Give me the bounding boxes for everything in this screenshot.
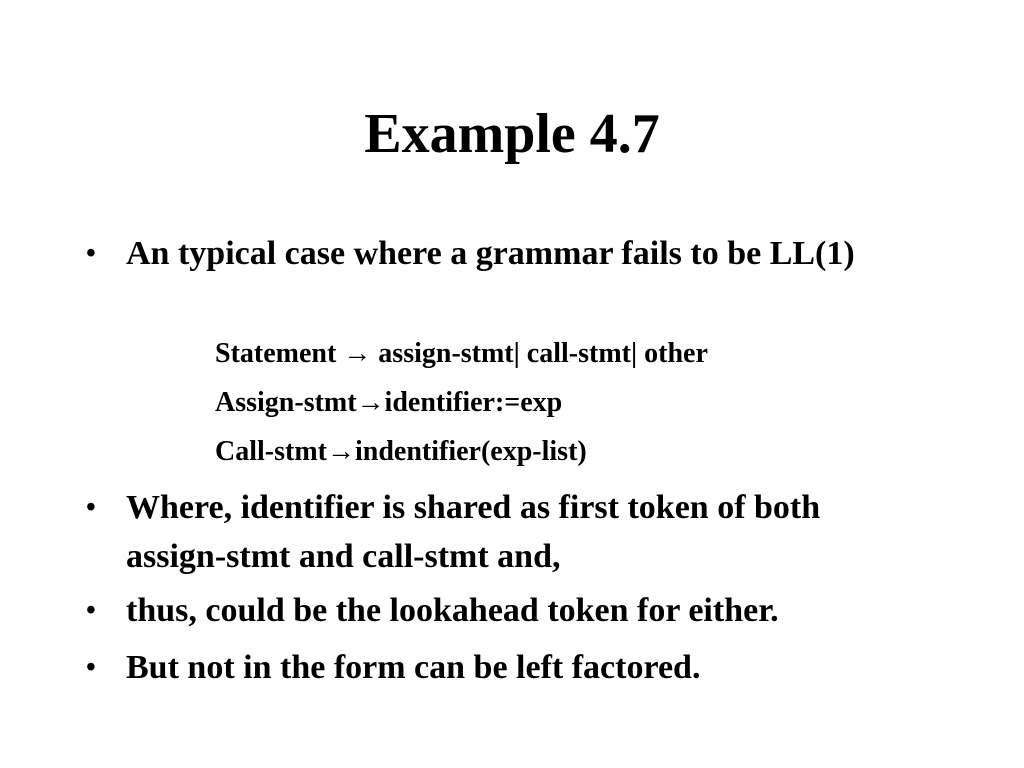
bullet-item	[86, 586, 926, 635]
grammar-rule-assign-stmt: Assign-stmt→identifier:=exp	[215, 387, 563, 418]
grammar-rule-statement: Statement → assign-stmt| call-stmt| other	[215, 338, 708, 369]
bullet-item	[86, 643, 926, 692]
bullet-item	[86, 483, 926, 581]
bullet-icon: •	[86, 492, 96, 523]
bullet-item	[86, 229, 926, 278]
grammar-rule-call-stmt: Call-stmt→indentifier(exp-list)	[215, 436, 587, 467]
bullet-icon: •	[86, 595, 96, 626]
bullet-text: But not in the form can be left factored.	[126, 649, 701, 686]
bullet-text: An typical case where a grammar fails to be LL(1)	[126, 235, 855, 272]
bullet-icon: •	[86, 238, 96, 269]
slide-title: Example 4.7	[364, 103, 660, 165]
bullet-text: Where, identifier is shared as first token of both assign-stmt and call-stmt and,	[126, 489, 821, 575]
bullet-text: thus, could be the lookahead token for either.	[126, 592, 779, 629]
bullet-icon: •	[86, 652, 96, 683]
